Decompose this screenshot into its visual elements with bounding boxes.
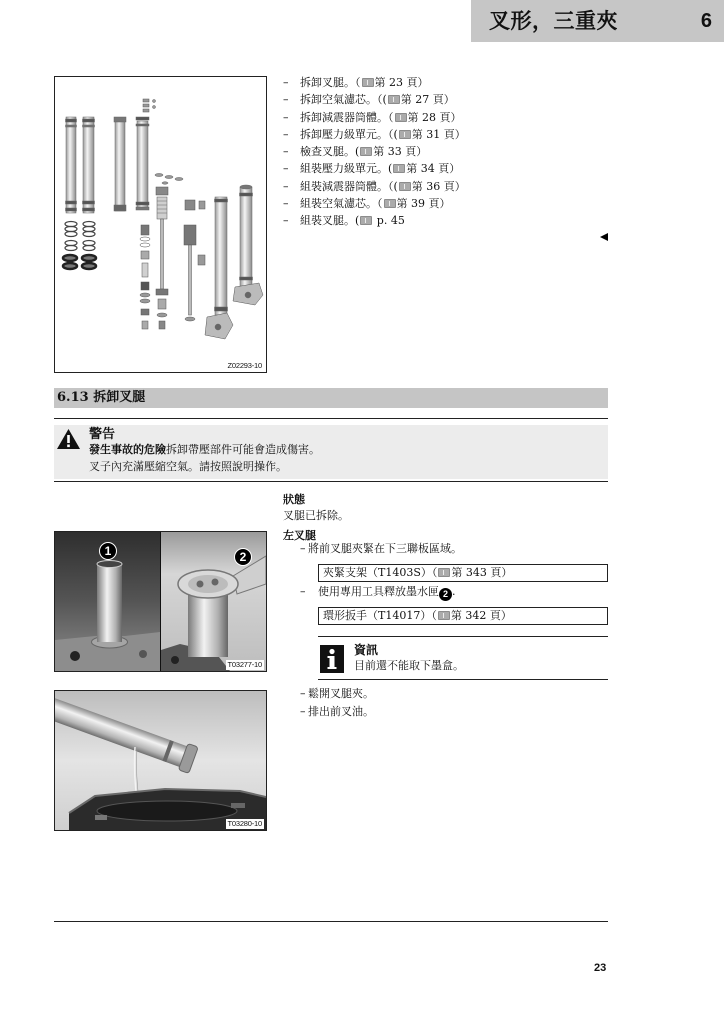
page-reference: 第 33 頁） bbox=[373, 145, 428, 159]
manual-reference-icon bbox=[438, 611, 450, 620]
damper-cartridge-part bbox=[156, 187, 168, 329]
overview-step-list bbox=[283, 74, 605, 230]
step-clamp: – 將前叉腿夾緊在下三聯板區域。 bbox=[300, 541, 462, 557]
inner-tube-part bbox=[114, 117, 149, 211]
step-loosen: – 鬆開叉腿夾。 bbox=[300, 686, 374, 702]
list-item[interactable] bbox=[283, 195, 605, 212]
page-reference: 第 23 頁） bbox=[374, 76, 429, 89]
warning-instruction: 叉子內充滿壓縮空氣。請按照說明操作。 bbox=[89, 460, 287, 473]
list-item[interactable] bbox=[283, 212, 605, 229]
info-text: 目前還不能取下墨盒。 bbox=[354, 659, 464, 672]
list-item-text: 拆卸叉腿。（ bbox=[300, 76, 361, 89]
hazard-text: 拆卸帶壓部件可能會造成傷害。 bbox=[166, 443, 320, 456]
page-reference: 第 27 頁） bbox=[400, 93, 455, 107]
callout-marker: 1 bbox=[99, 542, 117, 560]
list-item[interactable] bbox=[283, 143, 605, 160]
callout-marker: 2 bbox=[439, 588, 452, 601]
manual-reference-icon bbox=[399, 182, 411, 191]
page-reference: 第 36 頁） bbox=[411, 179, 466, 193]
list-item[interactable] bbox=[283, 109, 605, 126]
page-reference: 第 342 頁） bbox=[450, 609, 512, 622]
list-item-text: 拆卸減震器筒體。（ bbox=[300, 110, 394, 124]
manual-reference-icon bbox=[393, 164, 405, 173]
page-reference: 第 34 頁） bbox=[406, 162, 461, 176]
list-item-text: 拆卸壓力級單元。（( bbox=[300, 127, 398, 141]
outer-tube-part bbox=[66, 117, 95, 213]
tool-reference-box[interactable] bbox=[318, 607, 608, 625]
manual-reference-icon bbox=[360, 147, 372, 156]
procedure-heading: 左叉腿 bbox=[283, 529, 316, 542]
footer-divider bbox=[54, 921, 608, 922]
list-item[interactable] bbox=[283, 74, 605, 91]
manual-reference-icon bbox=[399, 130, 411, 139]
section-title: 6.13 拆卸叉腿 bbox=[57, 390, 146, 405]
info-title: 資訊 bbox=[354, 643, 379, 657]
divider bbox=[54, 481, 608, 482]
tool-reference-box[interactable] bbox=[318, 564, 608, 582]
divider bbox=[54, 418, 608, 419]
clamp-photo-figure bbox=[54, 531, 267, 672]
step-release bbox=[300, 584, 456, 601]
divider bbox=[318, 636, 608, 637]
manual-reference-icon bbox=[395, 113, 407, 122]
tool-name: 夾緊支架（T1403S）（ bbox=[323, 566, 438, 579]
list-item-text: 組裝減震器筒體。（( bbox=[300, 179, 398, 193]
list-item-text: 拆卸空氣濾芯。（( bbox=[300, 93, 387, 107]
step-drain: – 排出前叉油。 bbox=[300, 704, 374, 720]
page-reference: 第 343 頁） bbox=[451, 566, 513, 579]
page-reference: 第 31 頁） bbox=[411, 127, 466, 141]
drain-photo-figure bbox=[54, 690, 267, 831]
chapter-header bbox=[471, 0, 724, 42]
seal-ring-set bbox=[63, 222, 96, 270]
tool-name: 環形扳手（T14017）（ bbox=[323, 609, 437, 622]
info-icon bbox=[320, 645, 344, 673]
step-text: 使用專用工具釋放墨水匣 bbox=[318, 585, 439, 598]
condition-heading: 狀態 bbox=[283, 493, 305, 506]
list-item[interactable] bbox=[283, 178, 605, 195]
hazard-label: 發生事故的危險 bbox=[89, 443, 166, 456]
manual-reference-icon bbox=[388, 95, 400, 104]
warning-triangle-icon bbox=[56, 428, 81, 450]
chapter-title: 叉形，三重夾 bbox=[489, 8, 618, 33]
list-item[interactable] bbox=[283, 160, 605, 177]
figure-label: T03280-10 bbox=[227, 819, 262, 828]
valve-stack-part bbox=[140, 225, 150, 329]
figure-label: T03277-10 bbox=[227, 660, 262, 669]
list-item-text: 檢查叉腿。( bbox=[300, 145, 360, 159]
divider bbox=[318, 679, 608, 680]
condition-text: 叉腿已拆除。 bbox=[283, 509, 349, 522]
exploded-view-illustration bbox=[55, 77, 266, 372]
lower-leg-part bbox=[205, 185, 263, 339]
manual-reference-icon bbox=[384, 199, 396, 208]
callout-marker: 2 bbox=[234, 548, 252, 566]
page-reference: p. 45 bbox=[373, 214, 405, 228]
figure-label: Z02293-10 bbox=[227, 361, 262, 370]
list-item[interactable] bbox=[283, 126, 605, 143]
list-item-text: 組裝叉腿。( bbox=[300, 214, 360, 228]
manual-reference-icon bbox=[438, 568, 450, 577]
end-marker-icon bbox=[600, 233, 608, 241]
warning-title: 警告 bbox=[89, 427, 116, 442]
warning-hazard-line bbox=[89, 442, 320, 458]
list-item-text: 組裝空氣濾芯。（ bbox=[300, 197, 383, 211]
step-text-end: . bbox=[452, 585, 456, 598]
page-reference: 第 28 頁） bbox=[407, 110, 462, 124]
piston-rod-part bbox=[184, 200, 196, 321]
chapter-number: 6 bbox=[700, 10, 712, 32]
page-number: 23 bbox=[594, 962, 607, 974]
list-item[interactable] bbox=[283, 91, 605, 108]
section-header bbox=[54, 388, 608, 408]
page-reference: 第 39 頁） bbox=[396, 197, 451, 211]
manual-reference-icon bbox=[362, 78, 374, 87]
exploded-view-figure bbox=[54, 76, 267, 373]
list-item-text: 組裝壓力級單元。( bbox=[300, 162, 393, 176]
drain-photo bbox=[55, 691, 266, 830]
manual-reference-icon bbox=[360, 216, 372, 225]
